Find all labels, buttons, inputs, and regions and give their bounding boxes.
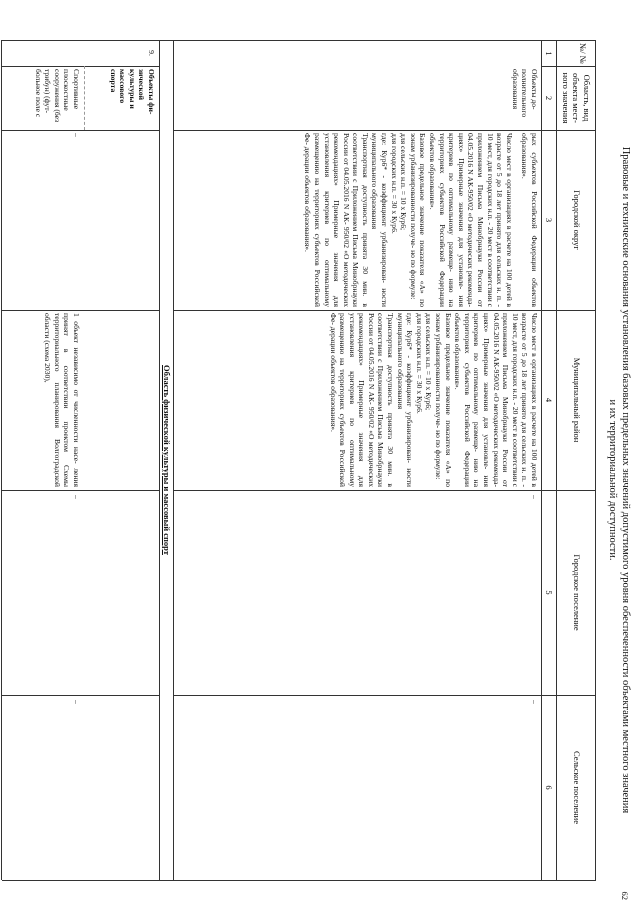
- row-edu-col3-p4: для сельских н.п. = 10 х Кур6;: [399, 133, 409, 231]
- header-col5: Городское поселение: [572, 554, 582, 631]
- row-edu-col3-p5: для городских н.п. = 30 х Кур6.: [389, 133, 399, 234]
- col2-divider-bottom: [2, 130, 160, 131]
- row-edu-col3-p6: где: Кур6* - коэффициент урбанизирован- ности муниципального образования: [370, 133, 390, 307]
- col5-divider-bottom: [2, 695, 160, 696]
- row-edu-col5: –: [530, 495, 539, 499]
- row-sport-col6: –: [72, 700, 81, 704]
- col4-divider-top: [174, 490, 596, 491]
- header-col3: Городской округ: [572, 190, 582, 250]
- row-edu-col4-p2: Базовое предельное значение показателя «А» по зонам урбанизированности получе- но по формуле:: [434, 313, 453, 487]
- col-number-5: 5: [544, 590, 554, 595]
- row-edu-col3-p7: Транспортная доступность принята 30 мин. в соответствии с Приложением Письма Минобрнауки России от 04.05.2016 N АК- 950/02 «О методических рекомендациях» Примерные значения для установления критериев по оптимальному размещению на территориях субъектов Российской Фе- дерации объектов образования».: [303, 133, 370, 307]
- header-col4: Муниципальный район: [572, 357, 582, 443]
- col-number-1: 1: [544, 51, 554, 56]
- category-heading: Область физической культуры и массовый спорт: [162, 365, 172, 555]
- row-sport-col4: 1 объект независимо от численности насе- ления принят в соответствии проектом Схемы территориального планирования Волгоградской области (схема 2030),: [43, 313, 81, 487]
- row-sport-dashed-separator: [84, 66, 85, 130]
- header-col6: Сельское поселение: [572, 751, 582, 824]
- category-row-bottom-border: [159, 40, 160, 880]
- row-edu-col3-p2: Число мест в организациях в расчете на 100 детей в возрасте от 5 до 18 лет принято для сельских н. п. - 10 мест, для городских н.п. - 20 мест в соответствии с приложением Письма Минобрнауки России от 04.05.2016 N АК-950/02 «О методических рекоменда- циях» Примерные значения для установле- ния критериев по оптимальному размеще- нию на территориях субъектов Российской Федерации объектов образования».: [428, 133, 514, 307]
- header-col1: №/ №: [578, 43, 588, 64]
- table-top-border: [595, 40, 596, 880]
- document-title-line1: Правовые и технические основания установления базовых предельных значений допустимого уровня обеспеченности объектами местного значения: [620, 146, 631, 814]
- col4-divider-bottom: [2, 490, 160, 491]
- row-edu-col4-p5: где: Кур6* - коэффициент урбанизирован- ности муниципального образования: [395, 313, 415, 487]
- number-row-bottom-border: [541, 40, 542, 880]
- table-right-border: [2, 880, 596, 881]
- row-edu-col3: [303, 133, 539, 307]
- row-sport-col5: –: [72, 495, 81, 499]
- header-bottom-border: [556, 40, 557, 880]
- row-sport-col2-sub: Спортивные плоскостные сооружения (без трибун) (фут- больное поле с: [33, 69, 81, 123]
- col3-divider-bottom: [2, 310, 160, 311]
- row-edu-col6: –: [530, 700, 539, 704]
- row-edu-col3-p1: рых субъектов Российской Федерации объектов образования».: [520, 133, 539, 307]
- edu-row-bottom-border: [173, 40, 174, 880]
- col2-divider-top: [174, 130, 596, 131]
- table-bottom-border: [1, 40, 2, 880]
- row-edu-col4-p1: Число мест в организациях в расчете на 100 детей в возрасте от 5 до 18 лет принято для сельских н. п. - 10 мест, для городских н.п. - 20 мест в соответствии с приложением Письма Минобрнауки России от 04.05.2016 N АК-950/02 «О методических рекоменда- циях» Примерные значения для установле- ния критериев по оптимальному размеще- нию на территориях субъектов Российской Федерации объектов образования».: [453, 313, 539, 487]
- header-col2: Область, вид объекта мест- ного значения: [561, 72, 592, 124]
- col3-divider-top: [174, 310, 596, 311]
- col5-divider-top: [174, 695, 596, 696]
- row-sport-col3: –: [72, 133, 81, 137]
- col-number-6: 6: [544, 785, 554, 790]
- row-sport-col2-title: Объекты фи- зической культуры и массового спорта: [108, 69, 156, 115]
- col-number-2: 2: [544, 95, 554, 101]
- row-edu-col4: [328, 313, 539, 487]
- row-edu-col4-p4: для городских н.п. = 30 х Кур6.: [414, 313, 424, 414]
- row-edu-col4-p3: для сельских н.п. = 10 х Кур6;: [424, 313, 434, 411]
- row-edu-col4-p6: Транспортная доступность принята 30 мин. в соответствии с Приложением Письма Минобрнауки России от 04.05.2016 N АК- 950/02 «О методических рекомендациях» Примерные значения для установления критериев по оптимальному размещению на территориях субъектов Российской Фе- дерации объектов образования».: [328, 313, 396, 487]
- row-sport-number: 9.: [147, 50, 156, 56]
- col-number-4: 4: [544, 397, 554, 403]
- document-title-line2: и их территориальной доступности.: [607, 399, 618, 561]
- col1-divider-bottom: [2, 66, 160, 67]
- page-number: 62: [620, 891, 630, 900]
- row-edu-col3-p3: Базовое предельное значение показателя «А» по зонам урбанизированности получе- но по формуле:: [408, 133, 428, 307]
- table-left-border: [2, 40, 596, 41]
- row-edu-col2: Объекты до- полнительного образования: [510, 69, 539, 118]
- col-number-3: 3: [544, 217, 554, 223]
- document-title: [606, 100, 632, 860]
